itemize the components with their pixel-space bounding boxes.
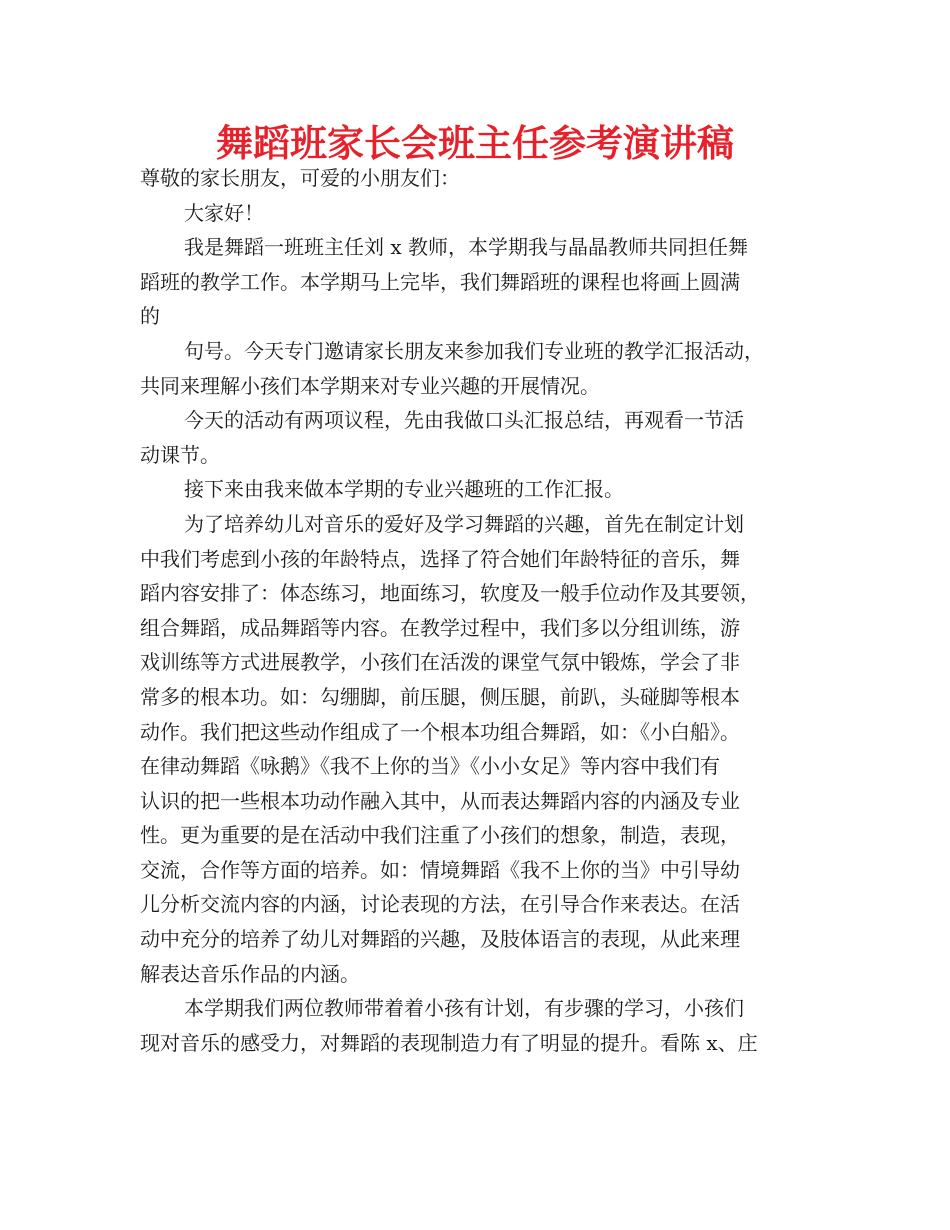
- text-line: 蹈内容安排了：体态练习，地面练习，软度及一般手位动作及其要领，: [140, 581, 760, 606]
- text-line: 尊敬的家长朋友，可爱的小朋友们：: [140, 166, 460, 190]
- text-line: 动课节。: [140, 442, 220, 467]
- text-line: 本学期我们两位教师带着着小孩有计划，有步骤的学习，小孩们: [184, 996, 744, 1021]
- page-title: 舞蹈班家长会班主任参考演讲稿: [216, 122, 734, 165]
- text-line: 认识的把一些根本功动作融入其中，从而表达舞蹈内容的内涵及专业: [140, 788, 740, 813]
- text-line: 现对音乐的感受力，对舞蹈的表现制造力有了明显的提升。看陈 x、庄: [140, 1030, 758, 1055]
- text-line: 我是舞蹈一班班主任刘 x 教师，本学期我与晶晶教师共同担任舞: [184, 235, 748, 260]
- text-line: 为了培养幼儿对音乐的爱好及学习舞蹈的兴趣，首先在制定计划: [184, 511, 744, 536]
- text-line: 性。更为重要的是在活动中我们注重了小孩们的想象，制造，表现，: [140, 823, 740, 848]
- text-line: 句号。今天专门邀请家长朋友来参加我们专业班的教学汇报活动，: [184, 338, 764, 363]
- text-line: 动作。我们把这些动作组成了一个根本功组合舞蹈，如：《小白船》。: [140, 719, 740, 744]
- text-line: 今天的活动有两项议程，先由我做口头汇报总结，再观看一节活: [184, 408, 744, 433]
- text-line: 戏训练等方式进展教学，小孩们在活泼的课堂气氛中锻炼，学会了非: [140, 650, 740, 675]
- text-line: 大家好！: [184, 200, 264, 225]
- text-line: 交流，合作等方面的培养。如：情境舞蹈《我不上你的当》中引导幼: [140, 857, 740, 882]
- text-line: 共同来理解小孩们本学期来对专业兴趣的开展情况。: [140, 373, 600, 398]
- text-line: 组合舞蹈，成品舞蹈等内容。在教学过程中，我们多以分组训练，游: [140, 615, 740, 640]
- text-line: 中我们考虑到小孩的年龄特点，选择了符合她们年龄特征的音乐，舞: [140, 546, 740, 571]
- text-line: 动中充分的培养了幼儿对舞蹈的兴趣，及肢体语言的表现，从此来理: [140, 927, 740, 952]
- text-line: 的: [140, 304, 160, 329]
- text-line: 蹈班的教学工作。本学期马上完毕，我们舞蹈班的课程也将画上圆满: [140, 269, 740, 294]
- text-line: 解表达音乐作品的内涵。: [140, 961, 360, 986]
- text-line: 接下来由我来做本学期的专业兴趣班的工作汇报。: [184, 477, 624, 502]
- text-line: 在律动舞蹈《咏鹅》《我不上你的当》《小小女足》等内容中我们有: [140, 754, 720, 779]
- text-line: 儿分析交流内容的内涵，讨论表现的方法，在引导合作来表达。在活: [140, 892, 740, 917]
- document-body: [140, 161, 830, 1060]
- text-line: 常多的根本功。如：勾绷脚，前压腿，侧压腿，前趴，头碰脚等根本: [140, 684, 740, 709]
